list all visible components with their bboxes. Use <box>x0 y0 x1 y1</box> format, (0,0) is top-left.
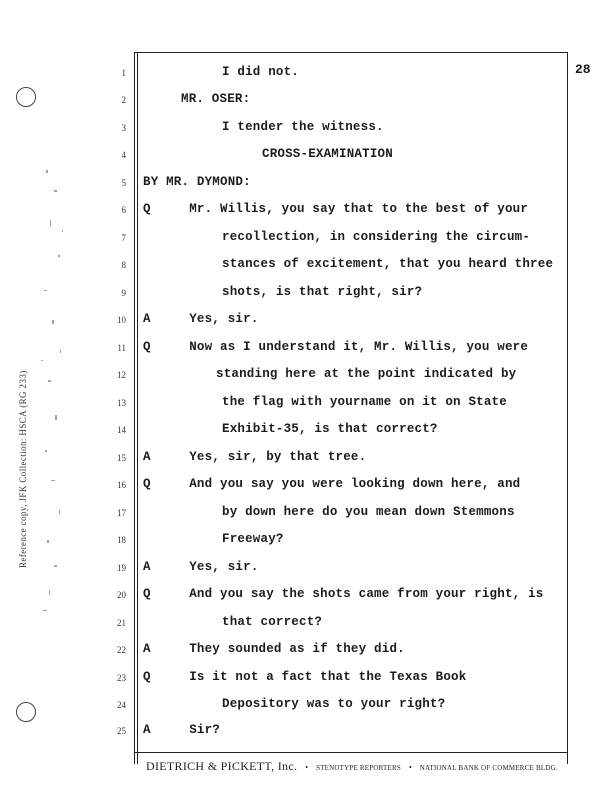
transcript-line: the flag with yourname on it on State <box>222 395 507 409</box>
footer <box>146 757 566 775</box>
line-number: 8 <box>121 260 126 270</box>
right-margin-rule <box>567 52 568 764</box>
line-number: 24 <box>117 700 126 710</box>
line-number: 20 <box>117 590 126 600</box>
line-number: 14 <box>117 425 126 435</box>
line-number: 9 <box>121 288 126 298</box>
top-rule <box>134 52 568 53</box>
transcript-line: that correct? <box>222 615 323 629</box>
transcript-line: Q Is it not a fact that the Texas Book <box>143 670 467 684</box>
transcript-line: standing here at the point indicated by <box>216 367 517 381</box>
punch-hole-bottom <box>16 702 36 722</box>
scan-noise <box>40 160 68 620</box>
line-number: 1 <box>121 68 126 78</box>
transcript-line: MR. OSER: <box>181 92 251 106</box>
line-number: 17 <box>117 508 126 518</box>
transcript-line: Freeway? <box>222 532 284 546</box>
footer-services: STENOTYPE REPORTERS <box>316 764 401 772</box>
line-number: 15 <box>117 453 126 463</box>
line-number: 23 <box>117 673 126 683</box>
line-number: 13 <box>117 398 126 408</box>
left-margin-rule <box>134 52 135 764</box>
line-number: 22 <box>117 645 126 655</box>
line-number: 10 <box>117 315 126 325</box>
side-reference-label: Reference copy, JFK Collection: HSCA (RG 233) <box>18 370 28 568</box>
transcript-line: I did not. <box>222 65 300 79</box>
footer-separator: • <box>408 763 412 772</box>
line-number: 5 <box>121 178 126 188</box>
transcript-line: A Yes, sir, by that tree. <box>143 450 367 464</box>
page-number: 28 <box>575 62 591 77</box>
footer-address: NATIONAL BANK OF COMMERCE BLDG. <box>419 764 558 772</box>
transcript-line: Q Now as I understand it, Mr. Willis, you were <box>143 340 529 354</box>
transcript-line: by down here do you mean down Stemmons <box>222 505 515 519</box>
line-number: 19 <box>117 563 126 573</box>
transcript-line: recollection, in considering the circum- <box>222 230 531 244</box>
left-margin-rule-inner <box>137 52 138 764</box>
line-number: 2 <box>121 95 126 105</box>
transcript-line: CROSS-EXAMINATION <box>262 147 393 161</box>
transcript-line: A Yes, sir. <box>143 312 259 326</box>
transcript-line: Depository was to your right? <box>222 697 446 711</box>
transcript-line: A Sir? <box>143 723 221 737</box>
transcript-line: shots, is that right, sir? <box>222 285 423 299</box>
transcript-line: A Yes, sir. <box>143 560 259 574</box>
punch-hole-top <box>16 87 36 107</box>
bottom-rule <box>134 752 568 753</box>
transcript-line: Q Mr. Willis, you say that to the best of your <box>143 202 529 216</box>
transcript-line: Q And you say you were looking down here, and <box>143 477 521 491</box>
line-number: 18 <box>117 535 126 545</box>
footer-separator: • <box>305 763 309 772</box>
line-number: 11 <box>117 343 126 353</box>
line-number: 25 <box>117 726 126 736</box>
transcript-line: stances of excitement, that you heard three <box>222 257 554 271</box>
line-number: 3 <box>121 123 126 133</box>
line-number: 16 <box>117 480 126 490</box>
line-number: 12 <box>117 370 126 380</box>
line-number: 7 <box>121 233 126 243</box>
transcript-line: I tender the witness. <box>222 120 384 134</box>
line-number: 21 <box>117 618 126 628</box>
footer-firm: DIETRICH & PICKETT, Inc. <box>146 759 298 773</box>
transcript-line: A They sounded as if they did. <box>143 642 405 656</box>
transcript-line: BY MR. DYMOND: <box>143 175 251 189</box>
transcript-line: Q And you say the shots came from your right, is <box>143 587 544 601</box>
transcript-line: Exhibit-35, is that correct? <box>222 422 438 436</box>
line-number: 6 <box>121 205 126 215</box>
line-number: 4 <box>121 150 126 160</box>
